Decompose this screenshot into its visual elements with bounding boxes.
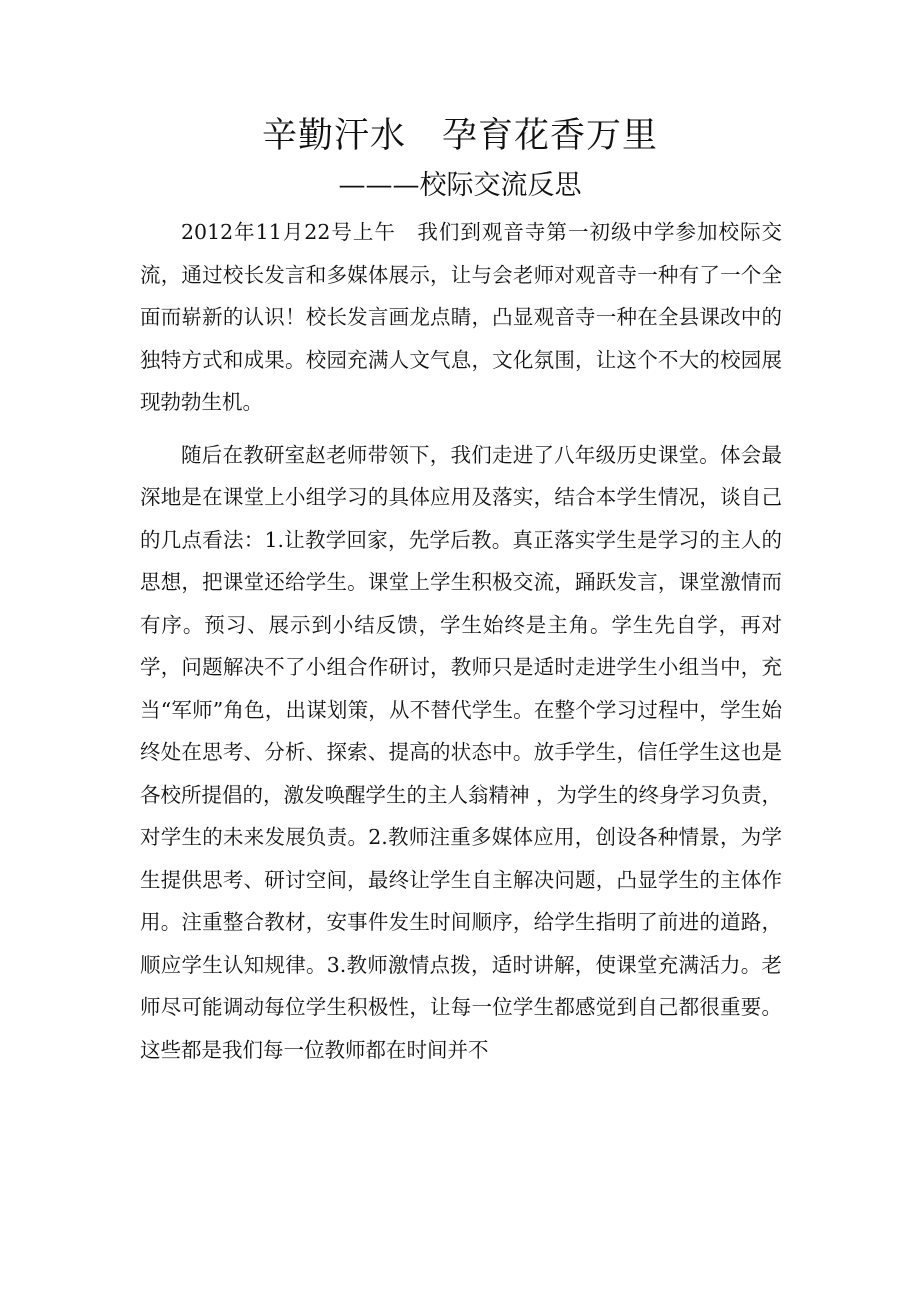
- paragraph-2: 随后在教研室赵老师带领下，我们走进了八年级历史课堂。体会最深地是在课堂上小组学习的具体应用及落实，结合本学生情况，谈自己的几点看法：1.让教学回家，先学后教。真正落实学生是学习的主人的思想，把课堂还给学生。课堂上学生积极交流，踊跃发言，课堂激情而有序。预习、展示到小结反馈，学生始终是主角。学生先自学，再对学，问题解决不了小组合作研讨，教师只是适时走进学生小组当中，充当“军师”角色，出谋划策，从不替代学生。在整个学习过程中，学生始终处在思考、分析、探索、提高的状态中。放手学生，信任学生这也是各校所提倡的，激发唤醒学生的主人翁精神 ，为学生的终身学习负责，对学生的未来发展负责。2.教师注重多媒体应用，创设各种情景，为学生提供思考、研讨空间，最终让学生自主解决问题，凸显学生的主体作用。注重整合教材，安事件发生时间顺序，给学生指明了前进的道路，顺应学生认知规律。3.教师激情点拨，适时讲解，使课堂充满活力。老师尽可能调动每位学生积极性，让每一位学生都感觉到自己都很重要。这些都是我们每一位教师都在时间并不: [140, 442, 783, 1062]
- document-subtitle: ———校际交流反思: [338, 170, 582, 201]
- paragraph-1: 2012年11月22号上午 我们到观音寺第一初级中学参加校际交流，通过校长发言和多媒体展示，让与会老师对观音寺一种有了一个全面而崭新的认识！校长发言画龙点睛，凸显观音寺一种在全县课改中的独特方式和成果。校园充满人文气息，文化氛围，让这个不大的校园展现勃勃生机。: [140, 220, 782, 414]
- document-body: [140, 211, 782, 1071]
- document-title: 辛勤汗水 孕育花香万里: [261, 116, 658, 156]
